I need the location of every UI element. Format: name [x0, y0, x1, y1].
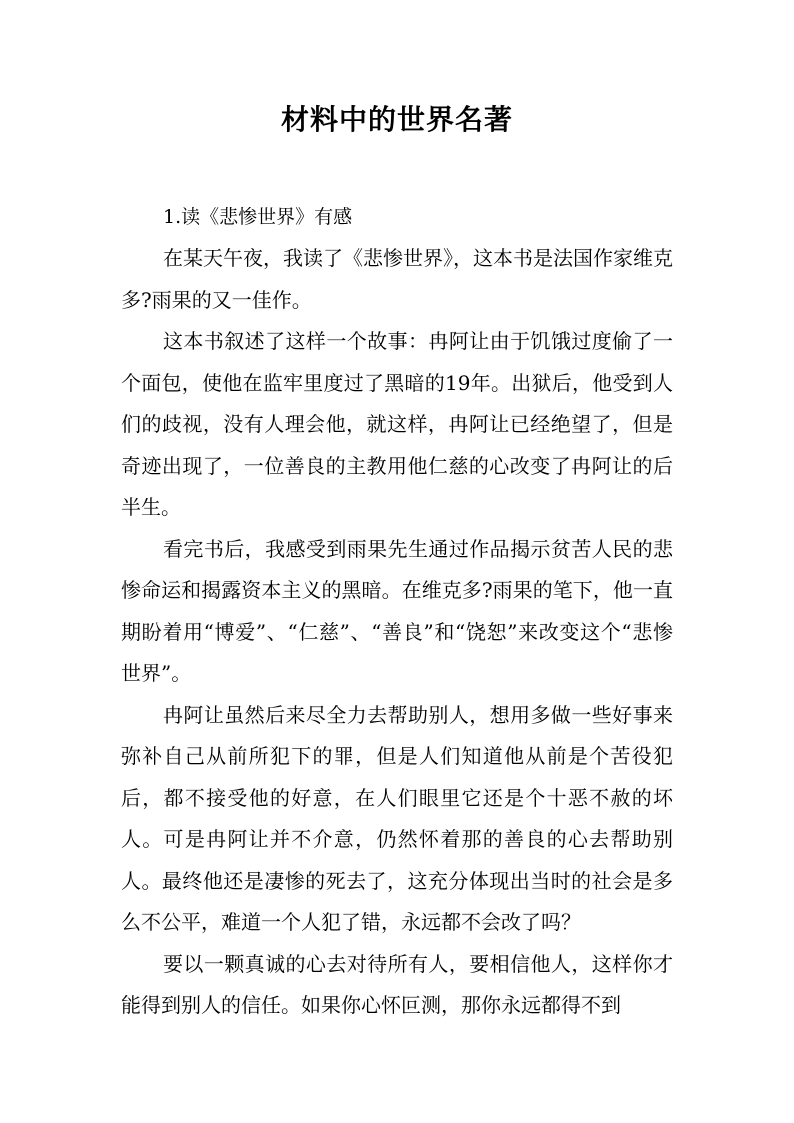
paragraph-5: 要以一颗真诚的心去对待所有人，要相信他人，这样你才能得到别人的信任。如果你心怀叵测，那你永远都得不到: [121, 951, 673, 1017]
paragraph-3: 看完书后，我感受到雨果先生通过作品揭示贫苦人民的悲惨命运和揭露资本主义的黑暗。在维克多?雨果的笔下，他一直期盼着用“博爱”、“仁慈”、“善良”和“饶恕”来改变这个“悲惨世界”。: [121, 536, 673, 685]
document-body: [121, 196, 673, 1027]
paragraph-1: 在某天午夜，我读了《悲惨世界》，这本书是法国作家维克多?雨果的又一佳作。: [121, 246, 673, 312]
section-heading: 1.读《悲惨世界》有感: [163, 206, 353, 228]
paragraph-2: 这本书叙述了这样一个故事：冉阿让由于饥饿过度偷了一个面包，使他在监牢里度过了黑暗的19年。出狱后，他受到人们的歧视，没有人理会他，就这样，冉阿让已经绝望了，但是奇迹出现了，一位善良的主教用他仁慈的心改变了冉阿让的后半生。: [121, 329, 673, 519]
paragraph-4: 冉阿让虽然后来尽全力去帮助别人，想用多做一些好事来弥补自己从前所犯下的罪，但是人们知道他从前是个苦役犯后，都不接受他的好意，在人们眼里它还是个十恶不赦的坏人。可是冉阿让并不介意，仍然怀着那的善良的心去帮助别人。最终他还是凄惨的死去了，这充分体现出当时的社会是多么不公平，难道一个人犯了错，永远都不会改了吗？: [121, 702, 673, 934]
document-title: 材料中的世界名著: [280, 103, 513, 136]
